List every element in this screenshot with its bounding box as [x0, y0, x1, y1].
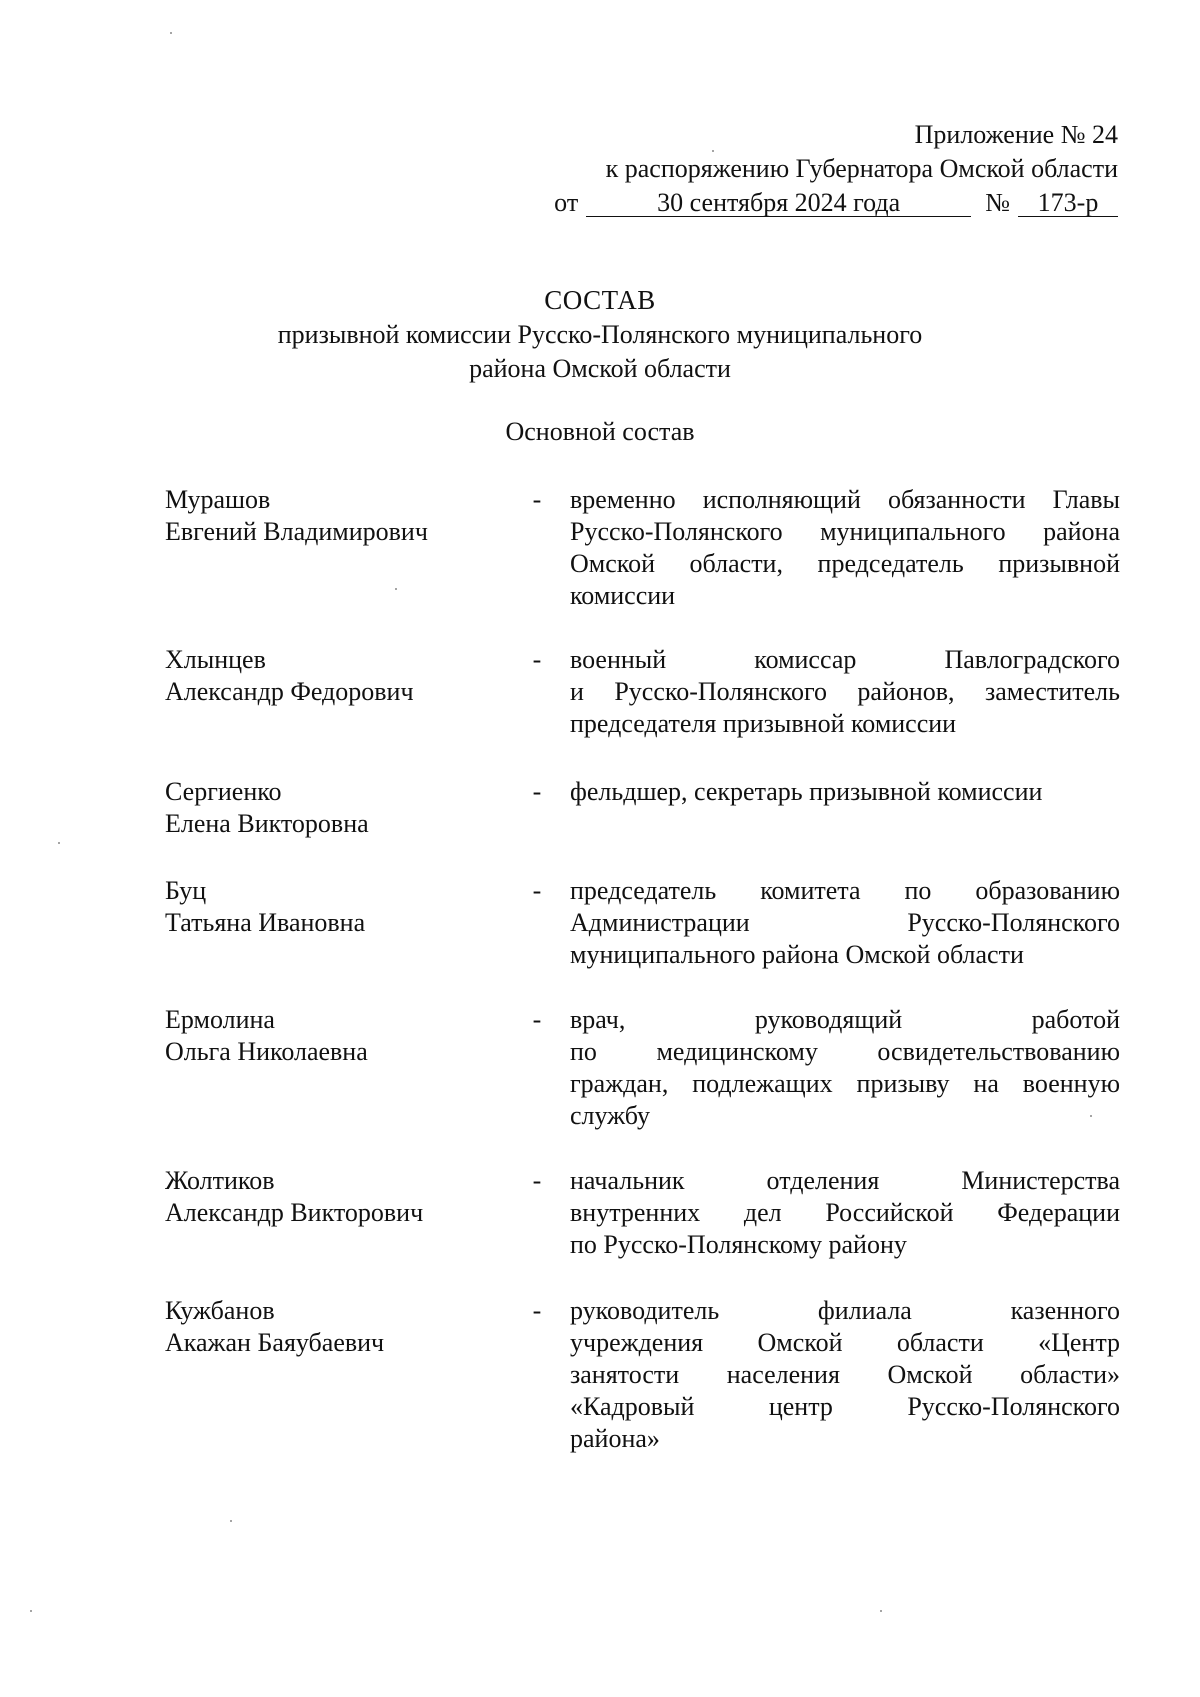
- member-role-line: учреждения Омской области «Центр: [570, 1328, 1120, 1357]
- member-given-names: Ольга Николаевна: [165, 1037, 368, 1066]
- member-role-line: по медицинскому освидетельствованию: [570, 1037, 1120, 1066]
- appendix-number: Приложение № 24: [914, 120, 1118, 149]
- member-role: [570, 1165, 1120, 1261]
- member-role-line: фельдшер, секретарь призывной комиссии: [570, 777, 1043, 806]
- subtitle-line-1: призывной комиссии Русско-Полянского муниципального: [277, 320, 923, 349]
- member-surname: Сергиенко: [165, 777, 282, 806]
- member-separator: -: [532, 1005, 542, 1034]
- member-surname: Мурашов: [165, 485, 271, 514]
- order-date: 30 сентября 2024 года: [586, 190, 971, 217]
- number-prefix: №: [985, 188, 1010, 217]
- member-surname: Кужбанов: [165, 1296, 275, 1325]
- member-given-names: Акажан Баяубаевич: [165, 1328, 385, 1357]
- member-role-line: председатель комитета по образованию: [570, 876, 1120, 905]
- scan-speck: [395, 588, 397, 590]
- member-role-line: временно исполняющий обязанности Главы: [570, 485, 1120, 514]
- appendix-header: [554, 118, 1118, 220]
- member-role: [570, 776, 1120, 808]
- member-given-names: Татьяна Ивановна: [165, 908, 366, 937]
- member-role-line: и Русско-Полянского районов, заместитель: [570, 677, 1120, 706]
- member-role-line: района»: [570, 1424, 660, 1453]
- member-role-line: военный комиссар Павлоградского: [570, 645, 1120, 674]
- member-separator: -: [532, 1166, 542, 1195]
- document-subtitle: [0, 318, 1200, 386]
- member-name: [165, 484, 525, 548]
- scan-speck: [230, 1520, 232, 1522]
- member-role-line: внутренних дел Российской Федерации: [570, 1198, 1120, 1227]
- member-role-line: «Кадровый центр Русско-Полянского: [570, 1392, 1120, 1421]
- member-role-line: Омской области, председатель призывной: [570, 549, 1120, 578]
- order-reference: к распоряжению Губернатора Омской области: [605, 154, 1118, 183]
- scan-speck: [58, 842, 60, 844]
- member-name: [165, 1165, 525, 1229]
- member-role-line: граждан, подлежащих призыву на военную: [570, 1069, 1120, 1098]
- member-role-line: по Русско-Полянскому району: [570, 1230, 907, 1259]
- member-surname: Буц: [165, 876, 207, 905]
- member-name: [165, 875, 525, 939]
- subtitle-line-2: района Омской области: [469, 354, 731, 383]
- member-role-line: начальник отделения Министерства: [570, 1166, 1120, 1195]
- member-role-line: врач, руководящий работой: [570, 1005, 1120, 1034]
- member-role: [570, 875, 1120, 971]
- member-separator: -: [532, 485, 542, 514]
- member-separator: -: [532, 777, 542, 806]
- member-separator: -: [532, 1296, 542, 1325]
- member-role-line: председателя призывной комиссии: [570, 709, 957, 738]
- order-number: 173-р: [1018, 190, 1118, 217]
- member-role: [570, 1295, 1120, 1455]
- member-surname: Хлынцев: [165, 645, 266, 674]
- member-role-line: муниципального района Омской области: [570, 940, 1024, 969]
- date-prefix: от: [554, 188, 579, 217]
- member-separator: -: [532, 876, 542, 905]
- member-surname: Ермолина: [165, 1005, 275, 1034]
- scan-speck: [30, 1610, 32, 1612]
- document-title: СОСТАВ: [544, 285, 656, 315]
- member-role-line: занятости населения Омской области»: [570, 1360, 1120, 1389]
- member-given-names: Евгений Владимирович: [165, 517, 428, 546]
- member-role: [570, 1004, 1120, 1132]
- member-role: [570, 644, 1120, 740]
- member-role-line: службу: [570, 1101, 651, 1130]
- member-role-line: комиссии: [570, 581, 676, 610]
- order-date-number: [554, 186, 1118, 220]
- member-name: [165, 1295, 525, 1359]
- member-role: [570, 484, 1120, 612]
- scan-speck: [712, 150, 714, 152]
- member-role-line: руководитель филиала казенного: [570, 1296, 1120, 1325]
- member-given-names: Александр Викторович: [165, 1198, 424, 1227]
- scan-speck: [1090, 1115, 1092, 1117]
- member-name: [165, 776, 525, 840]
- member-given-names: Александр Федорович: [165, 677, 414, 706]
- member-separator: -: [532, 645, 542, 674]
- member-role-line: Администрации Русско-Полянского: [570, 908, 1120, 937]
- section-title: Основной состав: [505, 417, 695, 446]
- member-name: [165, 644, 525, 708]
- member-given-names: Елена Викторовна: [165, 809, 369, 838]
- member-surname: Жолтиков: [165, 1166, 275, 1195]
- member-name: [165, 1004, 525, 1068]
- member-role-line: Русско-Полянского муниципального района: [570, 517, 1120, 546]
- scan-speck: [170, 32, 172, 34]
- scan-speck: [880, 1610, 882, 1612]
